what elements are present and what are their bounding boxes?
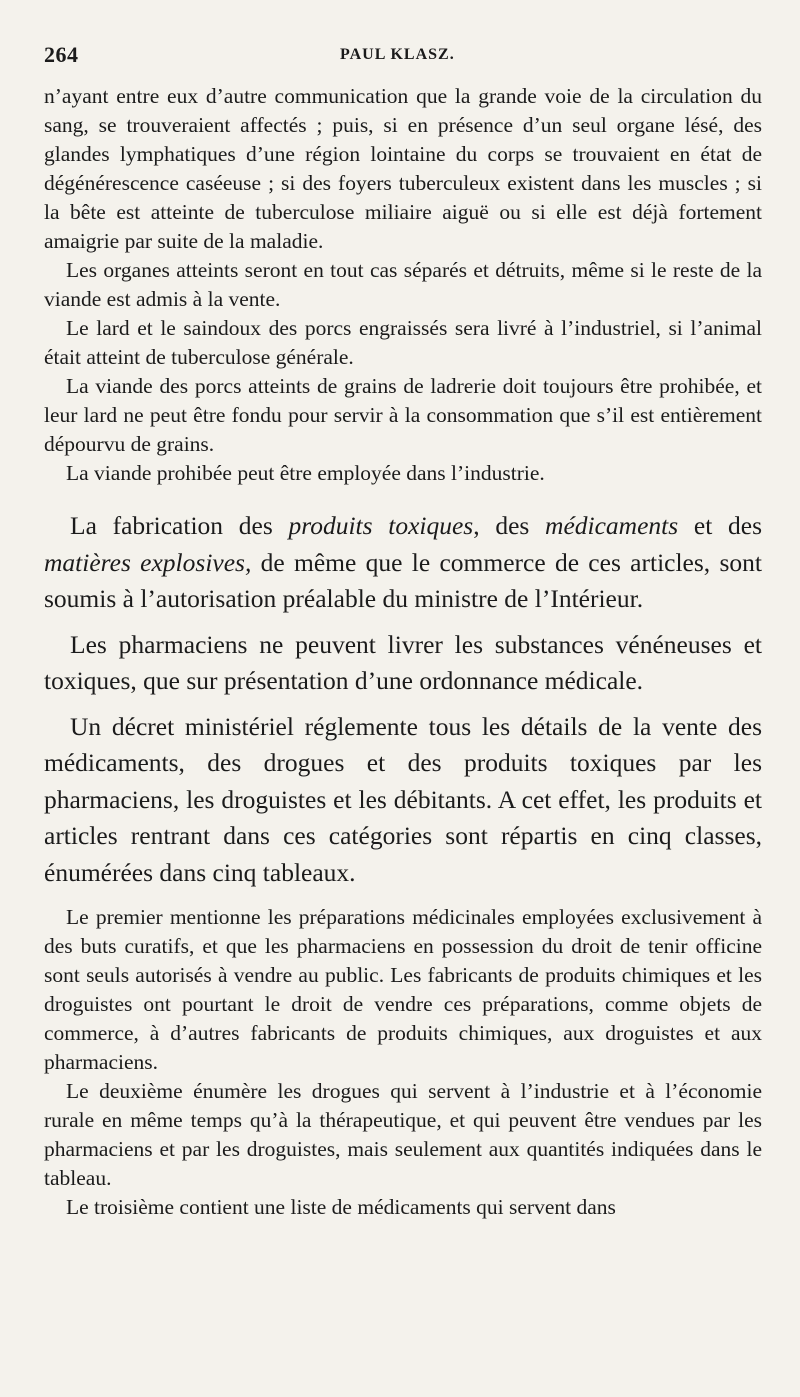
- paragraph-ladrerie: La viande des porcs atteints de grains de ladrerie doit toujours être prohibée, et leur lard ne peut être fondu pour servir à la consommation que s’il est entièrement dépourvu de grains.: [44, 374, 762, 456]
- fabrication-em-medicaments: médicaments: [545, 511, 679, 540]
- fabrication-em-produits-toxiques: produits toxiques: [288, 511, 474, 540]
- paragraph-tuberculosis-conditions: n’ayant entre eux d’autre communication que la grande voie de la circulation du sang, se trouveraient affectés ; puis, si en présence d’un seul organe lésé, des glandes lymphatiques d’une région lointaine du corps se trouvaient en état de dégénérescence caséeuse ; si des foyers tuberculeux existent dans les muscles ; si la bête est atteinte de tuberculose miliaire aiguë ou si elle est déjà fortement amaigrie par suite de la maladie.: [44, 84, 762, 253]
- text-block-small-2: [44, 903, 762, 1222]
- paragraph-lard-saindoux: Le lard et le saindoux des porcs engraissés sera livré à l’industriel, si l’animal était atteint de tuberculose générale.: [44, 316, 762, 369]
- fabrication-text-1: La fabrication des: [70, 511, 289, 540]
- paragraph-deuxieme-tableau: Le deuxième énumère les drogues qui servent à l’industrie et à l’économie rurale en même temps qu’à la thérapeutique, et qui peuvent être vendues par les pharmaciens et par les droguistes, mais seulement aux quantités indiquées dans le tableau.: [44, 1079, 762, 1190]
- page-header: [44, 36, 762, 72]
- fabrication-em-matieres-explosives: matières explosives,: [44, 547, 252, 577]
- page-number: 264: [44, 42, 79, 67]
- paragraph-decret: Un décret ministériel réglemente tous les détails de la vente des médicaments, des drogues et des produits toxiques par les pharmaciens, les droguistes et les débitants. A cet effet, les produits et articles rentrant dans ces catégories sont répartis en cinq classes, énumérées dans cinq tableaux.: [44, 711, 762, 887]
- paragraph-troisieme-tableau: Le troisième contient une liste de médicaments qui servent dans: [66, 1195, 616, 1219]
- paragraph-fabrication: [44, 508, 762, 618]
- fabrication-text-4: de même que le commerce de ces articles, sont soumis à l’autorisation préalable du ministre de l’Intérieur.: [44, 547, 762, 613]
- text-block-large: [44, 508, 762, 891]
- text-block-small-1: [44, 82, 762, 488]
- paragraph-industrial-use: La viande prohibée peut être employée dans l’industrie.: [66, 461, 545, 485]
- paragraph-premier-tableau: Le premier mentionne les préparations médicinales employées exclusivement à des buts curatifs, et que les pharmaciens en possession du droit de tenir officine sont seuls autorisés à vendre au public. Les fabricants de produits chimiques et les droguistes ont pourtant le droit de vendre ces préparations, comme objets de commerce, à d’autres fabricants de produits chimiques, aux droguistes et aux pharmaciens.: [44, 905, 762, 1074]
- running-head: PAUL KLASZ.: [340, 46, 455, 63]
- paragraph-pharmaciens: Les pharmaciens ne peuvent livrer les substances vénéneuses et toxiques, que sur présentation d’une ordonnance médicale.: [44, 629, 762, 695]
- fabrication-text-2: , des: [473, 511, 546, 540]
- paragraph-organs-destroyed: Les organes atteints seront en tout cas séparés et détruits, même si le reste de la viande est admis à la vente.: [44, 258, 762, 311]
- fabrication-text-3: et des: [678, 511, 762, 540]
